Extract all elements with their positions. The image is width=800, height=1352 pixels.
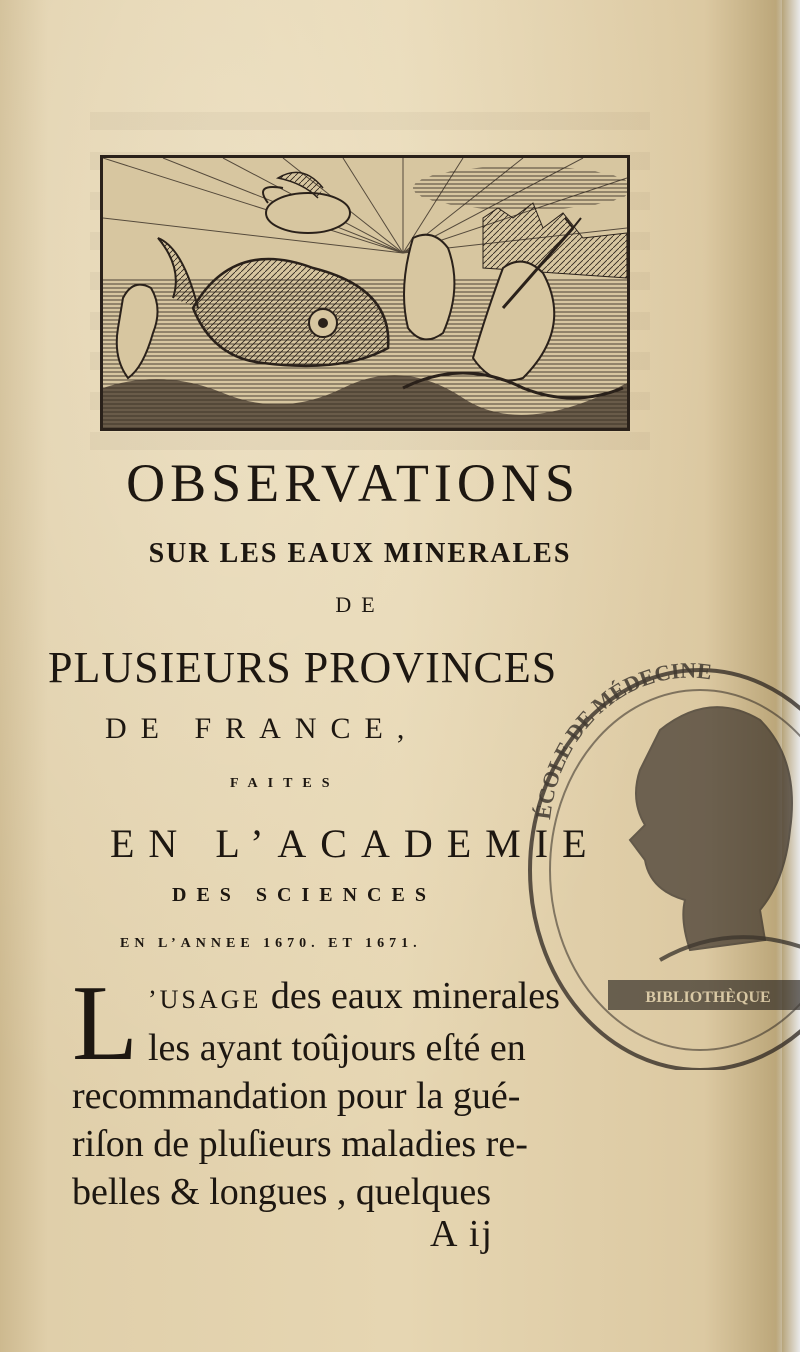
body-line-4: riſon de pluſieurs maladies re- (72, 1123, 528, 1165)
small-caps-word: ’USAGE (148, 985, 262, 1014)
title-line-8: DES SCIENCES (172, 884, 436, 906)
signature-mark: A ij (430, 1213, 494, 1255)
body-line-1-rest: des eaux minerales (270, 975, 560, 1017)
body-line-2: les ayant toûjours eſté en (148, 1027, 526, 1069)
stamp-text-top: ÉCOLE DE MÉDECINE (530, 657, 714, 821)
library-stamp (510, 620, 800, 1070)
drop-cap: L (72, 964, 138, 1083)
title-line-6: FAITES (230, 776, 340, 791)
title-line-9: EN L’ANNEE 1670. ET 1671. (120, 936, 422, 951)
portrait-profile (630, 707, 792, 950)
body-line-5: belles & longues , quelques (72, 1171, 491, 1213)
engraved-vignette (100, 155, 630, 431)
title-line-7: EN L’ACADEMIE (110, 821, 601, 866)
body-line-3: recommandation pour la gué- (72, 1075, 521, 1117)
title-line-4: PLUSIEURS PROVINCES (48, 643, 558, 692)
title-line-5: DE FRANCE, (105, 712, 419, 745)
title-main: OBSERVATIONS (126, 453, 580, 513)
title-line-2: SUR LES EAUX MINERALES (148, 538, 572, 569)
title-line-3: DE (335, 592, 385, 617)
vignette-illustration (103, 158, 627, 428)
stamp-text-bottom: BIBLIOTHÈQUE (645, 989, 771, 1006)
